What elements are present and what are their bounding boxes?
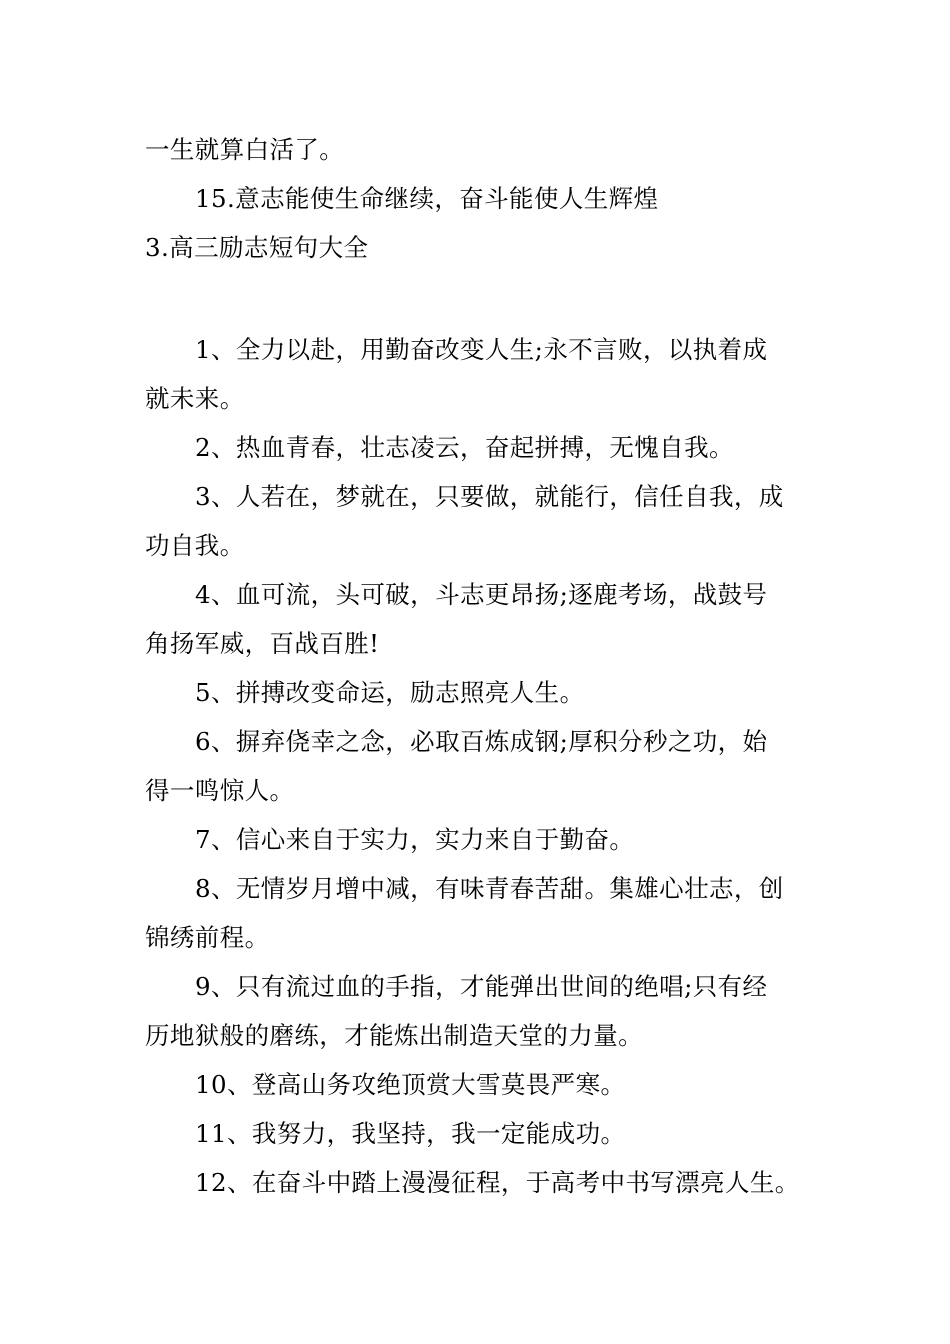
list-item: [145, 1060, 807, 1109]
list-item-line: 就未来。: [145, 384, 245, 413]
list-item: [145, 472, 807, 570]
list-item-line: 5、拼搏改变命运，励志照亮人生。: [195, 678, 585, 707]
list-item-line: 2、热血青春，壮志凌云，奋起拼搏，无愧自我。: [195, 433, 734, 462]
list-item: [145, 325, 807, 423]
list-item-15: 15.意志能使生命继续，奋斗能使人生辉煌: [195, 184, 659, 213]
list-item-line: 11、我努力，我坚持，我一定能成功。: [195, 1119, 626, 1148]
list-item: [145, 717, 807, 815]
list-item: [145, 1158, 807, 1207]
document-page: [145, 125, 807, 1207]
continuation-text: 一生就算白活了。: [145, 135, 345, 164]
list-item: [145, 864, 807, 962]
section-spacer: [145, 272, 807, 325]
section-title: 3.高三励志短句大全: [145, 233, 369, 262]
list-item: [145, 1109, 807, 1158]
list-item-line: 6、摒弃侥幸之念，必取百炼成钢;厚积分秒之功，始: [195, 727, 768, 756]
list-item-line: 7、信心来自于实力，实力来自于勤奋。: [195, 825, 635, 854]
list-item: [145, 423, 807, 472]
list-item: [145, 668, 807, 717]
list-item-line: 得一鸣惊人。: [145, 776, 295, 805]
list-item-line: 历地狱般的磨练，才能炼出制造天堂的力量。: [145, 1021, 643, 1050]
list-item: [145, 815, 807, 864]
list-item-line: 功自我。: [145, 531, 245, 560]
list-item-line: 角扬军威，百战百胜!: [145, 629, 380, 658]
list-item-line: 12、在奋斗中踏上漫漫征程，于高考中书写漂亮人生。: [195, 1168, 800, 1197]
list-item-line: 9、只有流过血的手指，才能弹出世间的绝唱;只有经: [195, 972, 768, 1001]
list-item: [145, 962, 807, 1060]
list-item-line: 8、无情岁月增中减，有味青春苦甜。集雄心壮志，创: [195, 874, 784, 903]
list-item-line: 10、登高山务攻绝顶赏大雪莫畏严寒。: [195, 1070, 626, 1099]
list-item-line: 1、全力以赴，用勤奋改变人生;永不言败，以执着成: [195, 335, 768, 364]
list-item: [145, 570, 807, 668]
list-item-line: 锦绣前程。: [145, 923, 270, 952]
list-item-line: 4、血可流，头可破，斗志更昂扬;逐鹿考场，战鼓号: [195, 580, 768, 609]
list-item-line: 3、人若在，梦就在，只要做，就能行，信任自我，成: [195, 482, 784, 511]
